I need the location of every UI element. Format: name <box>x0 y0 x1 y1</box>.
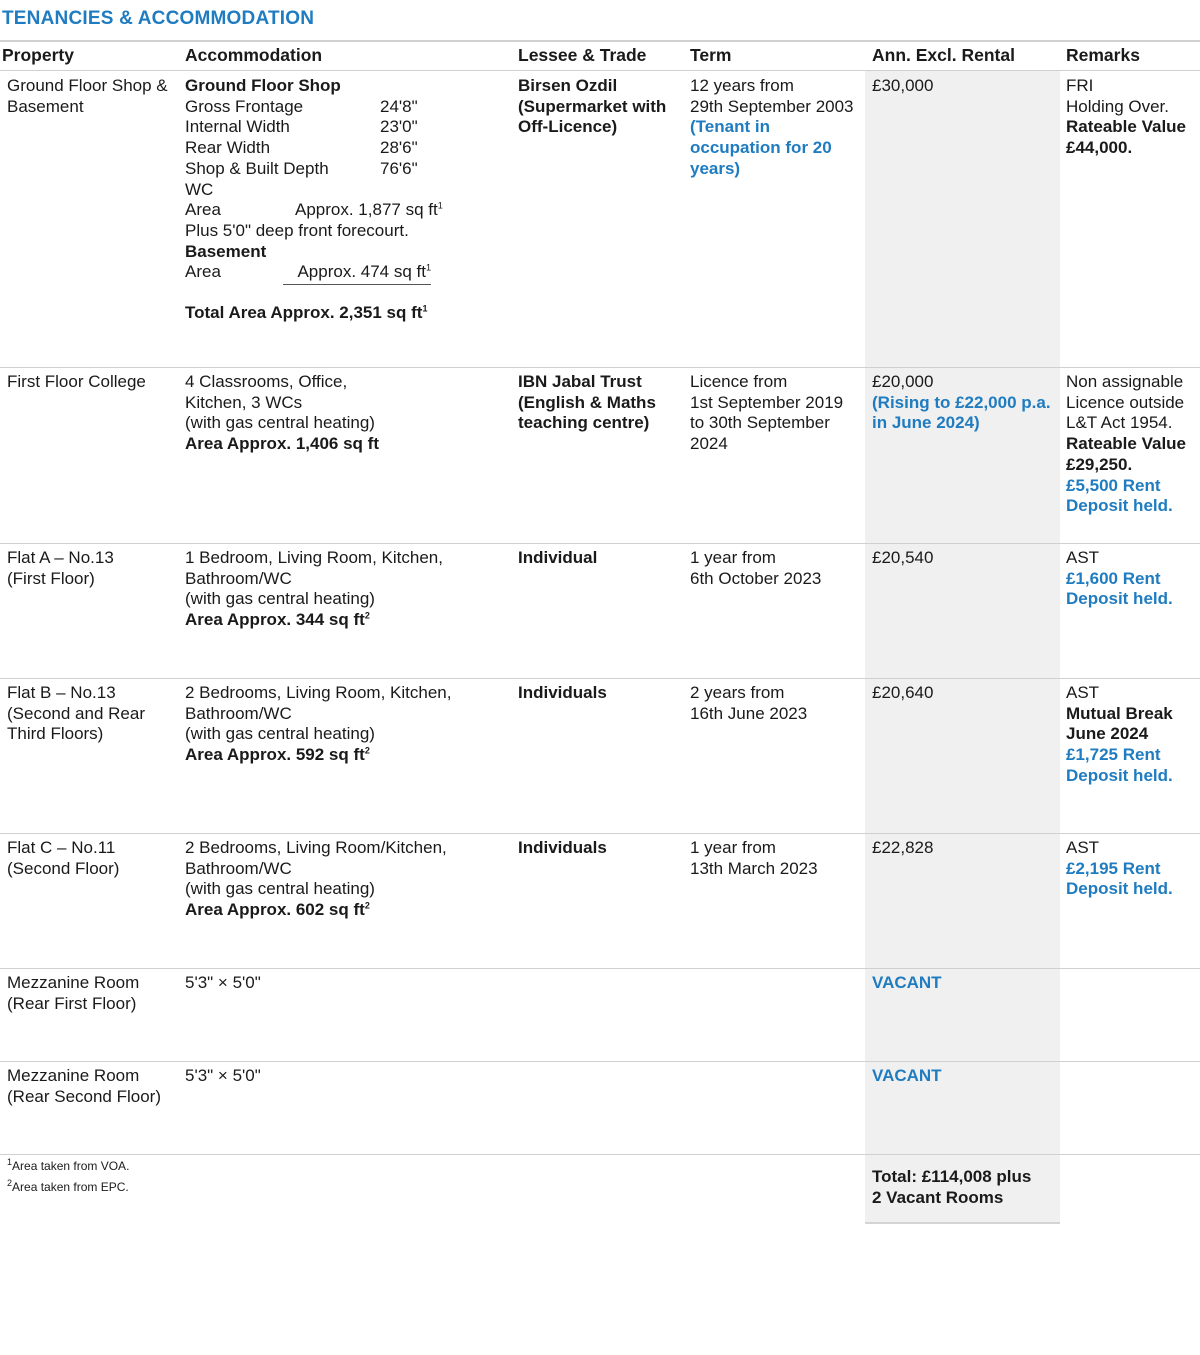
lessee-line: Individual <box>518 548 598 567</box>
remark-line: Non assignable <box>1066 372 1184 391</box>
table-top-rule <box>0 40 1200 42</box>
spec-row <box>185 138 515 159</box>
remark-blue: £5,500 Rent <box>1066 475 1161 495</box>
table-row-rental <box>872 1066 942 1087</box>
rental-value: £20,540 <box>872 548 934 567</box>
table-row-accommodation <box>185 1066 261 1087</box>
accommodation-line: Bathroom/WC <box>185 568 292 588</box>
term-line: 1 year from <box>690 838 776 857</box>
table-row-accommodation <box>185 838 447 921</box>
spec-value: 24'8" <box>380 96 418 116</box>
accommodation-line: (with gas central heating) <box>185 413 375 433</box>
total-divider <box>283 284 431 285</box>
table-row-rental <box>872 683 933 704</box>
rental-value: £30,000 <box>872 76 934 95</box>
property-line: (Rear Second Floor) <box>7 1086 162 1106</box>
accommodation-area: Area Approx. 602 sq ft <box>185 900 365 920</box>
header-property: Property <box>2 45 74 65</box>
lessee-line: IBN Jabal Trust <box>518 372 642 391</box>
term-line: 2024 <box>690 434 728 454</box>
property-line: Third Floors) <box>7 724 104 744</box>
accommodation-area: Area Approx. 1,406 sq ft <box>185 434 379 454</box>
accommodation-line: (with gas central heating) <box>185 879 375 899</box>
table-row-term <box>690 548 821 589</box>
vacant-badge: VACANT <box>872 1066 942 1085</box>
header-rule <box>0 70 1200 71</box>
table-row-remarks <box>1066 372 1186 517</box>
remark-bold: June 2024 <box>1066 724 1149 744</box>
rental-value: £22,828 <box>872 838 934 857</box>
row-rule <box>0 1154 1200 1155</box>
remark-blue: £2,195 Rent <box>1066 858 1161 878</box>
table-row-property <box>7 548 114 589</box>
row-rule <box>0 543 1200 544</box>
remark-line: L&T Act 1954. <box>1066 413 1173 433</box>
table-row-property <box>7 683 145 745</box>
table-row-property <box>7 372 146 393</box>
remark-bold: Rateable Value <box>1066 434 1187 454</box>
term-line: Licence from <box>690 372 788 391</box>
area-row <box>185 200 515 221</box>
remark-blue: Deposit held. <box>1066 879 1173 899</box>
table-row-rental <box>872 548 933 569</box>
lessee-line: Off-Licence) <box>518 117 618 137</box>
lessee-line: Birsen Ozdil <box>518 76 618 95</box>
spec-value: 28'6" <box>380 138 418 158</box>
row-rule <box>0 1061 1200 1062</box>
remark-line: AST <box>1066 838 1100 857</box>
table-row-rental <box>872 973 942 994</box>
footnote-marker: 2 <box>364 745 370 756</box>
footnote-marker: 1 <box>422 303 428 314</box>
header-rental: Ann. Excl. Rental <box>872 45 1015 65</box>
total-area: Total Area Approx. 2,351 sq ft <box>185 303 423 323</box>
property-line: Mezzanine Room <box>7 1066 140 1085</box>
header-accommodation: Accommodation <box>185 45 323 65</box>
spec-value: 76'6" <box>380 158 418 178</box>
term-line: 1st September 2019 <box>690 392 844 412</box>
forecourt-note: Plus 5'0" deep front forecourt. <box>185 220 409 240</box>
table-row-accommodation <box>185 683 451 766</box>
area-label: Area <box>185 200 221 220</box>
lessee-line: Individuals <box>518 683 607 702</box>
table-row-remarks <box>1066 76 1186 159</box>
property-line: Flat C – No.11 <box>7 838 116 857</box>
header-term: Term <box>690 45 732 65</box>
area-label: Area <box>185 262 221 282</box>
remark-line: AST <box>1066 548 1100 567</box>
term-line: 29th September 2003 <box>690 96 854 116</box>
remark-blue: £1,600 Rent <box>1066 568 1161 588</box>
accommodation-heading: Ground Floor Shop <box>185 76 341 95</box>
accommodation-area: Area Approx. 592 sq ft <box>185 745 365 765</box>
accommodation-area: Area Approx. 344 sq ft <box>185 610 365 630</box>
row-rule <box>0 833 1200 834</box>
property-line: (First Floor) <box>7 568 95 588</box>
remark-bold: Rateable Value <box>1066 117 1187 137</box>
header-remarks: Remarks <box>1066 45 1140 65</box>
remark-blue: Deposit held. <box>1066 496 1173 516</box>
rental-note: in June 2024) <box>872 413 980 433</box>
remark-line: Holding Over. <box>1066 96 1169 116</box>
footnote-text: Area taken from EPC. <box>12 1180 129 1194</box>
table-row-term <box>690 76 854 180</box>
footnote-marker: 2 <box>7 1178 13 1188</box>
table-row-lessee <box>518 76 666 138</box>
table-row-accommodation <box>185 372 379 455</box>
lessee-line: teaching centre) <box>518 413 650 433</box>
term-line: 1 year from <box>690 548 776 567</box>
accommodation-line: 2 Bedrooms, Living Room, Kitchen, <box>185 683 452 702</box>
footnotes <box>7 1156 129 1198</box>
property-line: Ground Floor Shop & <box>7 76 168 95</box>
accommodation-line: (with gas central heating) <box>185 589 375 609</box>
footnote-text: Area taken from VOA. <box>12 1159 130 1173</box>
rental-note: (Rising to £22,000 p.a. <box>872 392 1051 412</box>
footnote-marker: 1 <box>425 262 431 273</box>
accommodation-line: Kitchen, 3 WCs <box>185 392 303 412</box>
row-rule <box>0 678 1200 679</box>
table-row-lessee <box>518 838 607 859</box>
table-row-accommodation <box>185 973 261 994</box>
table-row-property <box>7 76 168 117</box>
table-row-remarks <box>1066 838 1173 900</box>
remark-line: AST <box>1066 683 1100 702</box>
accommodation-line: Bathroom/WC <box>185 858 292 878</box>
term-note: years) <box>690 158 741 178</box>
remark-blue: Deposit held. <box>1066 765 1173 785</box>
total-line: Total: £114,008 plus <box>872 1167 1032 1186</box>
rental-column-shade <box>865 70 1060 1223</box>
term-line: 2 years from <box>690 683 785 702</box>
spec-key: Internal Width <box>185 117 290 137</box>
table-row-term <box>690 372 843 455</box>
term-line: to 30th September <box>690 413 830 433</box>
table-row-lessee <box>518 683 607 704</box>
spec-key: Rear Width <box>185 138 271 158</box>
rental-value: £20,000 <box>872 372 934 391</box>
accommodation-line: 5'3" × 5'0" <box>185 973 261 992</box>
property-line: Flat A – No.13 <box>7 548 114 567</box>
wc-label: WC <box>185 179 214 199</box>
spec-value: 23'0" <box>380 117 418 137</box>
spec-row <box>185 117 515 138</box>
table-row-term <box>690 838 818 879</box>
table-row-rental <box>872 372 1051 434</box>
page-title: TENANCIES & ACCOMMODATION <box>2 8 315 29</box>
spec-key: Gross Frontage <box>185 96 304 116</box>
remark-bold: £44,000. <box>1066 138 1133 158</box>
spec-row <box>185 159 515 180</box>
term-line: 12 years from <box>690 76 794 95</box>
table-row-rental <box>872 76 933 97</box>
remark-line: FRI <box>1066 76 1094 95</box>
row-rule <box>0 367 1200 368</box>
term-line: 6th October 2023 <box>690 568 822 588</box>
rental-column-bottom-rule <box>865 1222 1060 1224</box>
remark-line: Licence outside <box>1066 392 1185 412</box>
spec-key: Shop & Built Depth <box>185 158 329 178</box>
term-note: (Tenant in <box>690 117 770 137</box>
rental-value: £20,640 <box>872 683 934 702</box>
table-row-term <box>690 683 807 724</box>
property-line: (Rear First Floor) <box>7 993 137 1013</box>
spec-row <box>185 97 515 118</box>
accommodation-line: 5'3" × 5'0" <box>185 1066 261 1085</box>
table-row-accommodation <box>185 548 443 631</box>
footnote-marker: 1 <box>437 200 443 211</box>
vacant-badge: VACANT <box>872 973 942 992</box>
table-row-property <box>7 1066 161 1107</box>
term-line: 13th March 2023 <box>690 858 818 878</box>
rental-total <box>872 1167 1031 1208</box>
remark-blue: Deposit held. <box>1066 589 1173 609</box>
table-row-lessee <box>518 548 597 569</box>
term-note: occupation for 20 <box>690 138 832 158</box>
table-row-lessee <box>518 372 656 434</box>
row-rule <box>0 968 1200 969</box>
remark-bold: £29,250. <box>1066 454 1133 474</box>
accommodation-line: (with gas central heating) <box>185 724 375 744</box>
table-row-rental <box>872 838 933 859</box>
property-line: Flat B – No.13 <box>7 683 116 702</box>
property-line: (Second Floor) <box>7 858 120 878</box>
basement-area-row <box>185 262 515 283</box>
table-row-accommodation <box>185 76 515 324</box>
property-line: First Floor College <box>7 372 146 391</box>
table-row-property <box>7 973 139 1014</box>
accommodation-line: 4 Classrooms, Office, <box>185 372 348 391</box>
area-value: Approx. 1,877 sq ft <box>295 200 438 220</box>
table-row-remarks <box>1066 548 1173 610</box>
remark-bold: Mutual Break <box>1066 703 1173 723</box>
property-line: Mezzanine Room <box>7 973 140 992</box>
accommodation-line: Bathroom/WC <box>185 703 292 723</box>
header-lessee: Lessee & Trade <box>518 45 647 65</box>
footnote-marker: 2 <box>364 900 370 911</box>
property-line: (Second and Rear <box>7 703 145 723</box>
table-row-remarks <box>1066 683 1173 787</box>
basement-heading: Basement <box>185 241 267 261</box>
lessee-line: (English & Maths <box>518 392 656 412</box>
accommodation-line: 2 Bedrooms, Living Room/Kitchen, <box>185 838 447 857</box>
property-line: Basement <box>7 96 84 116</box>
footnote-marker: 1 <box>7 1157 13 1167</box>
table-row-property <box>7 838 119 879</box>
lessee-line: Individuals <box>518 838 607 857</box>
footnote-marker: 2 <box>364 610 370 621</box>
lessee-line: (Supermarket with <box>518 96 667 116</box>
accommodation-line: 1 Bedroom, Living Room, Kitchen, <box>185 548 443 567</box>
area-value: Approx. 474 sq ft <box>297 262 426 282</box>
remark-blue: £1,725 Rent <box>1066 745 1161 765</box>
term-line: 16th June 2023 <box>690 703 808 723</box>
total-line: 2 Vacant Rooms <box>872 1187 1004 1207</box>
